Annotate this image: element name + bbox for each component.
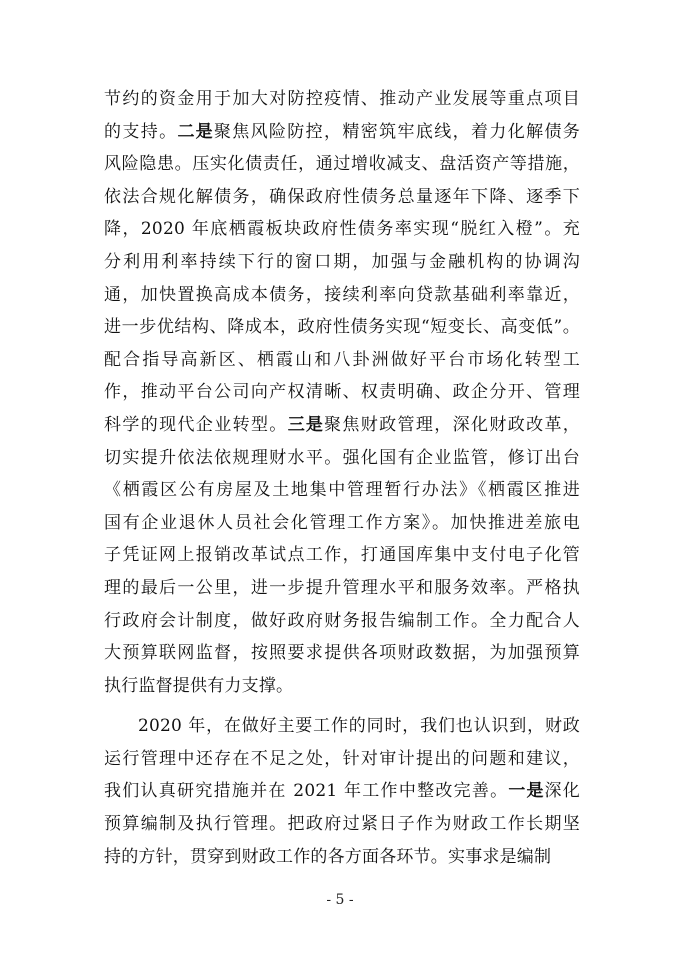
text-run: 作，推动平台公司向产权清晰、权责明确、政企分开、管理 <box>104 382 580 403</box>
text-line <box>104 808 580 841</box>
text-line <box>104 148 580 181</box>
paragraph-gap <box>104 702 580 710</box>
text-line <box>104 376 580 409</box>
text-run: 配合指导高新区、栖霞山和八卦洲做好平台市场化转型工 <box>104 349 580 370</box>
text-line <box>104 572 580 605</box>
text-run: 科学的现代企业转型。 <box>104 414 288 435</box>
text-line <box>104 116 580 149</box>
emphasis-marker: 三是 <box>287 414 325 435</box>
text-line <box>104 279 580 312</box>
paragraph-2 <box>104 710 580 873</box>
text-run: 聚焦财政管理，深化财政改革， <box>324 414 581 435</box>
text-run: 进一步优结构、降成本，政府性债务实现“短变长、高变低”。 <box>104 317 580 338</box>
text-line <box>104 507 580 540</box>
text-run: 2020 年，在做好主要工作的同时，我们也认识到，财政 <box>138 716 580 737</box>
text-run: 理的最后一公里，进一步提升管理水平和服务效率。严格执 <box>104 577 580 598</box>
text-run: 国有企业退休人员社会化管理工作方案》。加快推进差旅电 <box>104 512 580 533</box>
text-line <box>104 637 580 670</box>
text-run: 聚焦风险防控，精密筑牢底线，着力化解债务 <box>213 121 581 142</box>
text-run: 行政府会计制度，做好政府财务报告编制工作。全力配合人 <box>104 610 580 631</box>
text-line <box>104 539 580 572</box>
text-run: 子凭证网上报销改革试点工作，打通国库集中支付电子化管 <box>104 545 580 566</box>
text-line <box>104 605 580 638</box>
emphasis-marker: 二是 <box>177 121 214 142</box>
text-line <box>104 710 580 743</box>
text-run: 持的方针，贯穿到财政工作的各方面各环节。实事求是编制 <box>104 846 552 867</box>
text-line <box>104 743 580 776</box>
text-run: 分利用利率持续下行的窗口期，加强与金融机构的协调沟 <box>104 251 580 272</box>
text-line <box>104 841 580 874</box>
text-line <box>104 670 580 703</box>
text-line <box>104 442 580 475</box>
text-run: 通，加快置换高成本债务，接续利率向贷款基础利率靠近， <box>104 284 580 305</box>
text-run: 《栖霞区公有房屋及土地集中管理暂行办法》《栖霞区推进 <box>104 480 580 501</box>
text-run: 深化 <box>544 781 581 802</box>
text-run: 大预算联网监督，按照要求提供各项财政数据，为加强预算 <box>104 643 580 664</box>
text-run: 我们认真研究措施并在 2021 年工作中整改完善。 <box>104 781 509 802</box>
text-line <box>104 474 580 507</box>
text-run: 切实提升依法依规理财水平。强化国有企业监管，修订出台 <box>104 447 580 468</box>
paragraph-1 <box>104 83 580 702</box>
text-run: 节约的资金用于加大对防控疫情、推动产业发展等重点项目 <box>104 89 580 109</box>
text-run: 依法合规化解债务，确保政府性债务总量逐年下降、逐季下 <box>104 186 580 207</box>
emphasis-marker: 一是 <box>508 781 545 802</box>
text-line <box>104 344 580 377</box>
text-line <box>104 409 580 442</box>
text-run: 运行管理中还存在不足之处，针对审计提出的问题和建议， <box>104 748 580 769</box>
page-number: - 5 - <box>326 892 354 908</box>
text-line <box>104 213 580 246</box>
text-line <box>104 775 580 808</box>
document-body <box>104 83 580 873</box>
text-run: 预算编制及执行管理。把政府过紧日子作为财政工作长期坚 <box>104 814 580 835</box>
text-line <box>104 83 580 116</box>
text-line <box>104 246 580 279</box>
text-run: 的支持。 <box>104 121 178 142</box>
text-run: 执行监督提供有力支撑。 <box>104 675 294 696</box>
text-run: 降，2020 年底栖霞板块政府性债务率实现“脱红入橙”。充 <box>104 219 580 240</box>
text-run: 风险隐患。压实化债责任，通过增收减支、盘活资产等措施， <box>104 154 580 175</box>
text-line <box>104 181 580 214</box>
text-line <box>104 311 580 344</box>
